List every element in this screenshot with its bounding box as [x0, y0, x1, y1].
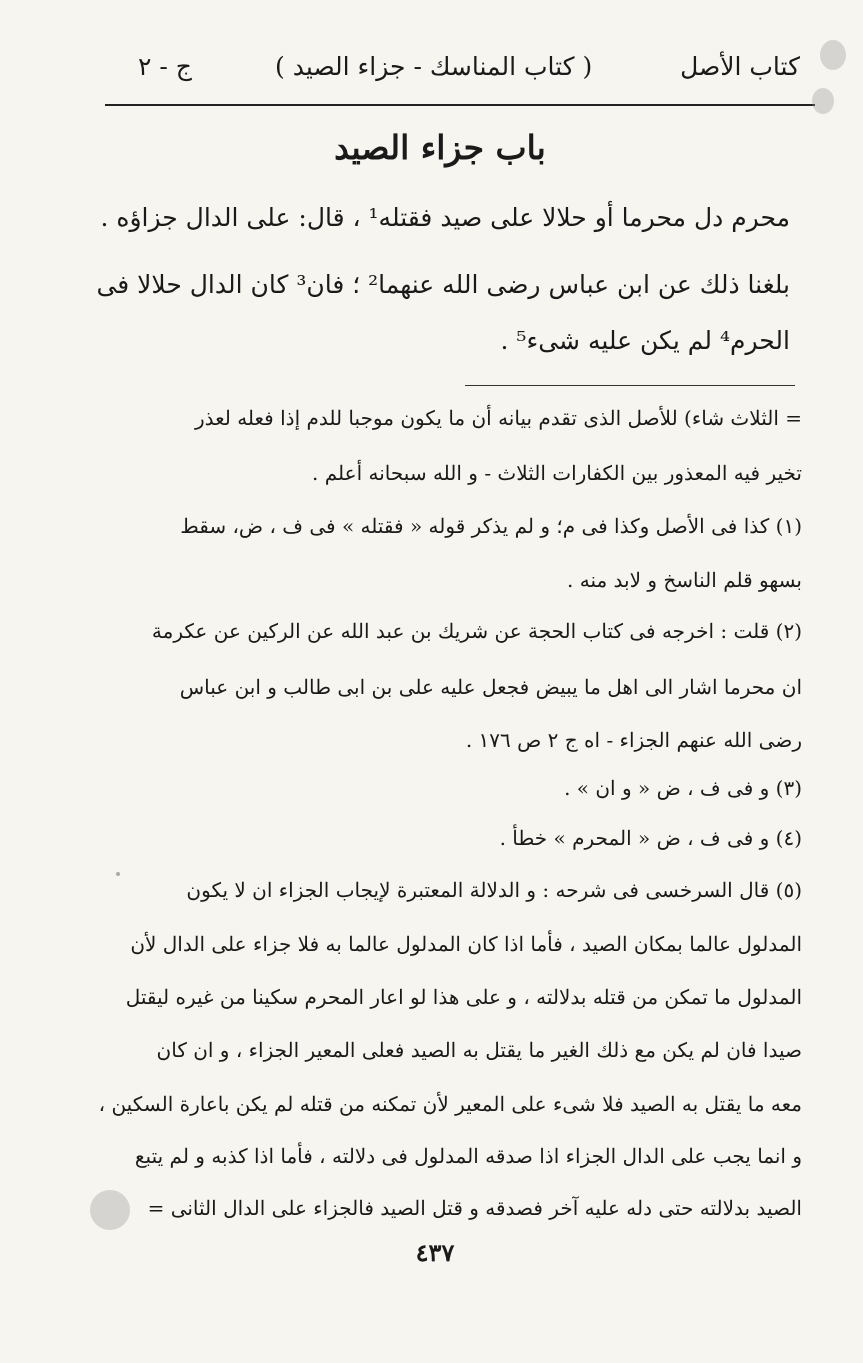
footnote-line: (١) كذا فى الأصل وكذا فى م؛ و لم يذكر قوله « فقتله » فى ف ، ض، سقط — [180, 514, 802, 538]
footnote-line: (٣) و فى ف ، ض « و ان » . — [564, 776, 802, 800]
main-text-line: محرم دل محرما أو حلالا على صيد فقتله¹ ، قال: على الدال جزاؤه . — [100, 203, 790, 232]
section-title: باب جزاء الصيد — [334, 128, 546, 167]
footnote-line: المدلول ما تمكن من قتله بدلالته ، و على هذا لو اعار المحرم سكينا من غيره ليقتل — [125, 985, 802, 1009]
footnote-line: صيدا فان لم يكن مع ذلك الغير ما يقتل به الصيد فعلى المعير الجزاء ، و ان كان — [156, 1038, 802, 1062]
header-rule — [105, 104, 815, 106]
footnote-line: ان محرما اشار الى اهل ما يبيض فجعل عليه على بن ابى طالب و ابن عباس — [179, 675, 802, 699]
running-header — [100, 52, 800, 96]
footnote-line: معه ما يقتل به الصيد فلا شىء على المعير لأن تمكنه من قتله لم يكن باعارة السكين ، — [98, 1092, 802, 1116]
scan-speck — [812, 88, 834, 114]
scan-speck — [90, 1190, 130, 1230]
footnote-line: المدلول عالما بمكان الصيد ، فأما اذا كان المدلول عالما به فلا جزاء على الدال لأن — [130, 932, 802, 956]
chapter-title: ( كتاب المناسك - جزاء الصيد ) — [275, 52, 593, 81]
footnote-line: (٢) قلت : اخرجه فى كتاب الحجة عن شريك بن عبد الله عن الركين عن عكرمة — [151, 619, 802, 643]
footnote-line: بسهو قلم الناسخ و لابد منه . — [567, 568, 802, 592]
page-number: ٤٣٧ — [415, 1238, 455, 1267]
main-text-line: بلغنا ذلك عن ابن عباس رضى الله عنهما² ؛ فان³ كان الدال حلالا فى — [96, 270, 790, 299]
footnote-line: تخير فيه المعذور بين الكفارات الثلاث - و الله سبحانه أعلم . — [312, 461, 802, 485]
scan-speck — [116, 872, 120, 876]
volume-label: ج - ٢ — [138, 52, 192, 81]
main-text-line: الحرم⁴ لم يكن عليه شىء⁵ . — [500, 326, 790, 355]
footnote-line: = الثلاث شاء) للأصل الذى تقدم بيانه أن ما يكون موجبا للدم إذا فعله لعذر — [194, 406, 802, 430]
scan-speck — [820, 40, 846, 70]
footnote-line: (٤) و فى ف ، ض « المحرم » خطأ . — [499, 826, 802, 850]
footnote-line: الصيد بدلالته حتى دله عليه آخر فصدقه و قتل الصيد فالجزاء على الدال الثانى = — [147, 1196, 802, 1220]
footnote-line: و انما يجب على الدال الجزاء اذا صدقه المدلول فى دلالته ، فأما اذا كذبه و لم يتبع — [134, 1144, 802, 1168]
book-title: كتاب الأصل — [680, 52, 800, 81]
footnote-line: (٥) قال السرخسى فى شرحه : و الدلالة المعتبرة لإيجاب الجزاء ان لا يكون — [186, 878, 802, 902]
footnote-separator — [465, 385, 795, 386]
footnote-line: رضى الله عنهم الجزاء - اه ج ٢ ص ١٧٦ . — [465, 728, 802, 752]
